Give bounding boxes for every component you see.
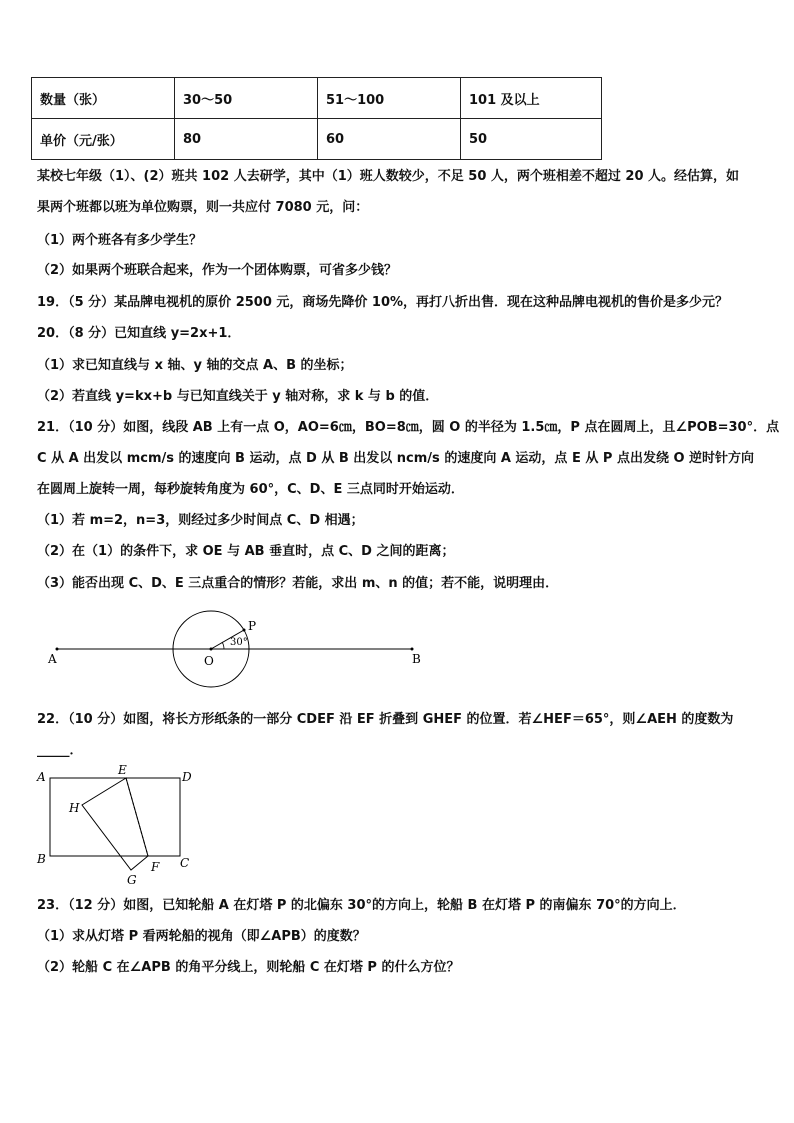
table-cell: 单价（元/张）: [32, 119, 175, 160]
table-cell: 数量（张）: [32, 78, 175, 119]
rectangle-edc: [126, 778, 180, 856]
rectangle-abcf: [50, 778, 148, 856]
q22-text-line2: _____．: [37, 743, 83, 758]
q21-text-line1: 21．（10 分）如图，线段 AB 上有一点 O，AO=6㎝，BO=8㎝，圆 O 的半径为 1.5㎝，P 点在圆周上，且∠POB=30°．点: [37, 420, 780, 435]
label-d: D: [182, 770, 192, 784]
label-angle: 30°: [230, 637, 248, 648]
label-h: H: [69, 801, 80, 815]
point-p: [243, 629, 246, 632]
table-row: [32, 119, 602, 160]
q23-text: 23．（12 分）如图，已知轮船 A 在灯塔 P 的北偏东 30°的方向上，轮船 B 在灯塔 P 的南偏东 70°的方向上．: [37, 898, 686, 913]
q23-part2: （2）轮船 C 在∠APB 的角平分线上，则轮船 C 在灯塔 P 的什么方位？: [37, 960, 460, 975]
label-b: B: [37, 852, 46, 866]
price-table: [31, 77, 602, 160]
q23-part1: （1）求从灯塔 P 看两轮船的视角（即∠APB）的度数？: [37, 929, 366, 944]
q21-part3: （3）能否出现 C、D、E 三点重合的情形？若能，求出 m、n 的值；若不能，说明理由．: [37, 576, 559, 591]
q19-text: 19．（5 分）某品牌电视机的原价 2500 元，商场先降价 10%，再打八折出售．现在这种品牌电视机的售价是多少元？: [37, 295, 729, 310]
table-cell: 51～100: [318, 78, 461, 119]
point-b: [411, 648, 414, 651]
label-a: A: [48, 652, 57, 666]
label-e: E: [118, 763, 127, 777]
q21-text-line3: 在圆周上旋转一周，每秒旋转角度为 60°，C、D、E 三点同时开始运动．: [37, 482, 464, 497]
angle-arc: [222, 642, 224, 649]
q22-text-line1: 22．（10 分）如图，将长方形纸条的一部分 CDEF 沿 EF 折叠到 GHEF 的位置．若∠HEF＝65°，则∠AEH 的度数为: [37, 712, 734, 727]
q22-figure: [34, 763, 204, 888]
q21-part1: （1）若 m=2，n=3，则经过多少时间点 C、D 相遇；: [37, 513, 364, 528]
table-cell: 30～50: [175, 78, 318, 119]
table-cell: 101 及以上: [461, 78, 602, 119]
label-c: C: [180, 856, 190, 870]
table-cell: 60: [318, 119, 461, 160]
table-cell: 50: [461, 119, 602, 160]
label-b: B: [412, 652, 421, 666]
point-a: [56, 648, 59, 651]
q20-part2: （2）若直线 y=kx+b 与已知直线关于 y 轴对称，求 k 与 b 的值．: [37, 389, 439, 404]
label-o: O: [204, 654, 214, 668]
q20-part1: （1）求已知直线与 x 轴、y 轴的交点 A、B 的坐标；: [37, 358, 353, 373]
fold-line-ef: [126, 778, 148, 856]
label-a: A: [37, 770, 46, 784]
q21-text-line2: C 从 A 出发以 mcm/s 的速度向 B 运动，点 D 从 B 出发以 ncm/s 的速度向 A 运动，点 E 从 P 点出发绕 O 逆时针方向: [37, 451, 755, 466]
q18-text-line1: 某校七年级（1）、(2）班共 102 人去研学，其中（1）班人数较少，不足 50 人，两个班相差不超过 20 人。经估算，如: [37, 169, 740, 184]
q21-figure: [40, 605, 440, 695]
q18-text-line2: 果两个班都以班为单位购票，则一共应付 7080 元，问：: [37, 200, 369, 215]
table-cell: 80: [175, 119, 318, 160]
label-g: G: [127, 873, 137, 887]
q18-part1: （1）两个班各有多少学生？: [37, 233, 203, 248]
q20-text: 20．（8 分）已知直线 y=2x+1．: [37, 326, 241, 341]
label-f: F: [151, 860, 160, 874]
table-row: [32, 78, 602, 119]
label-p: P: [248, 619, 257, 633]
q21-part2: （2）在（1）的条件下，求 OE 与 AB 垂直时，点 C、D 之间的距离；: [37, 544, 455, 559]
q18-part2: （2）如果两个班联合起来，作为一个团体购票，可省多少钱？: [37, 263, 398, 278]
